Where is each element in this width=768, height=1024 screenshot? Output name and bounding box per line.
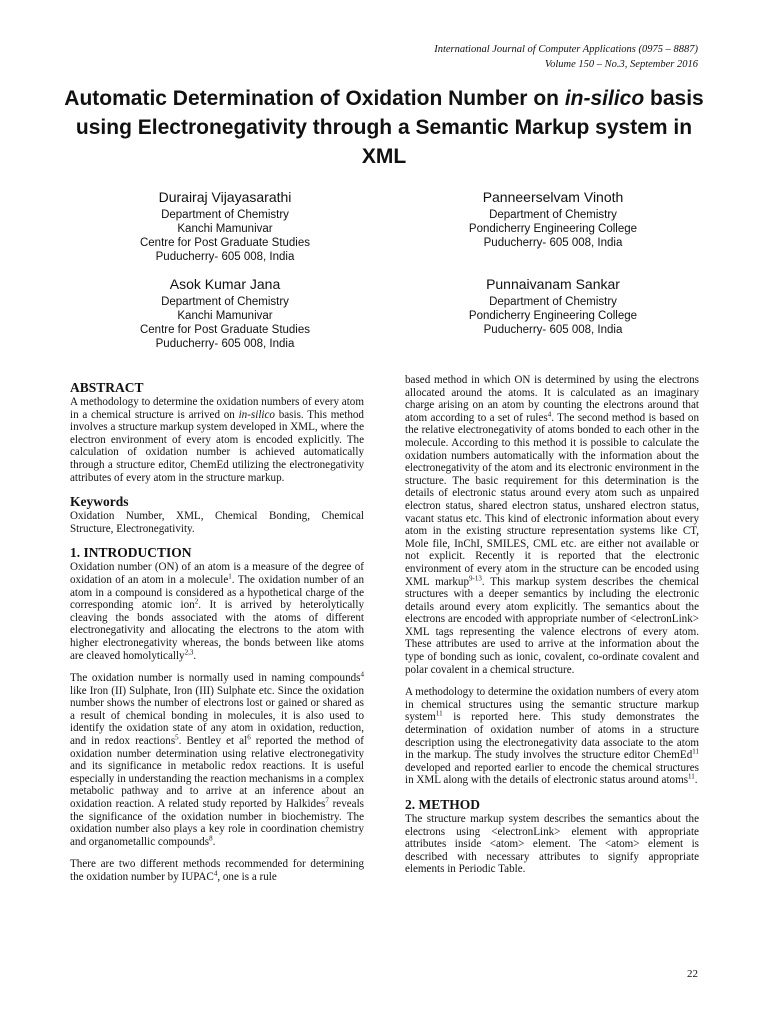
title-part1: Automatic Determination of Oxidation Number on [64, 87, 565, 110]
abstract-text-part: basis. This method involves a structure markup system developed in XML, where the electron environment of every atom is encoded explicitly. The calculation of oxidation number is achieved automatically through a structure editor, ChemEd utilizing the electronegativity attributes of every atom in the structure markup. [70, 408, 364, 484]
citation-superscript: 2,3 [184, 647, 194, 656]
paragraph-text: based method in which ON is determined by using the electrons allocated around the atoms. It is calculated as an imaginary charge arising on an atom by counting the electrons around that atom according to a set of rules [405, 374, 699, 424]
author-block-1 [80, 188, 370, 264]
paragraph-text: . The oxidation number of an atom in a compound is considered as a hypothetical charge of the corresponding atomic ion [70, 573, 364, 612]
paragraph-text: . This markup system describes the chemical structures with a deeper semantics by including the electronic details around every atom explicitly. The semantics about the electrons are encoded with appropriate number of <electronLink> XML tags representing the valence electrons of every atom. These attributes are used to arrive at the information about the type of bonding such as ionic, covalent, co-ordinate covalent and polar covalent in a chemical structure. [405, 575, 699, 676]
intro-paragraph-2 [70, 672, 364, 848]
author-affiliation-line: Department of Chemistry [161, 296, 289, 308]
citation-superscript: 5 [175, 733, 179, 742]
abstract-text [70, 396, 364, 484]
citation-superscript: 4 [360, 670, 364, 679]
author-affiliation-line: Department of Chemistry [489, 296, 617, 308]
right-column [405, 374, 699, 886]
paragraph-text: There are two different methods recommended for determining the oxidation number by IUPAC [70, 858, 364, 883]
citation-superscript: 4 [213, 869, 218, 878]
paragraph-text: developed and reported earlier to encode the chemical structures in XML along with the details of electronic status around atoms [405, 761, 699, 787]
paragraph-text: like Iron (II) Sulphate, Iron (III) Sulphate etc. Since the oxidation number shows the number of electrons lost or gained or shared as a result of chemical bonding in molecules, it is also used to identify the oxidation state of any atom in oxidation, reduction, and in redox reactions [70, 684, 364, 748]
introduction-heading: 1. INTRODUCTION [70, 545, 192, 561]
title-italic: in-silico [564, 87, 645, 110]
paragraph-text: . The second method is based on the relative electronegativity of atoms bonded to each other in the molecule. According to this method it is possible to calculate the oxidation numbers automatically with the information about the electronegativity of the atom and its electronic environment in the structure. The basic requirement for this determination is the details of electronic status around every atom such as unpaired electron status, shared electron status, unshared electron status, vacant status etc. This kind of electronic information about every atom in the existing structure representation systems like CT, Mole file, InChI, SMILES, CML etc. are either not available or not explicit. Recently it is reported that the electronic environment of every atom in the structure can be encoded using XML markup [405, 411, 699, 588]
author-affiliation-line: Puducherry- 605 008, India [155, 338, 295, 350]
intro-paragraph-4 [405, 374, 699, 676]
paragraph-text: Oxidation number (ON) of an atom is a measure of the degree of oxidation of an atom in a molecule [70, 561, 364, 586]
abstract-heading: ABSTRACT [70, 380, 144, 395]
author-affiliation-line: Kanchi Mamunivar [177, 310, 273, 322]
paragraph-text: The oxidation number is normally used in naming compounds [70, 672, 361, 685]
paragraph-text: . It is arrived by heterolytically cleaving the bonds associated with the atoms of different electronegativity and allocating the electrons to the atom with higher electronegativity whereas, the bonds between like atoms are cleaved homolytically [70, 599, 364, 662]
author-affiliation-line: Department of Chemistry [489, 209, 617, 221]
citation-superscript: 1 [228, 572, 232, 581]
paragraph-text: . [193, 649, 197, 662]
intro-paragraph-1 [70, 561, 364, 662]
title-part2: basis using Electronegativity through a Semantic Markup system in XML [75, 87, 704, 168]
author-affiliation-line: Puducherry- 605 008, India [155, 251, 295, 263]
page-number: 22 [687, 968, 698, 980]
citation-superscript: 6 [247, 733, 251, 742]
abstract-text-italic: in-silico [238, 408, 275, 421]
author-block-4 [408, 275, 698, 337]
author-block-2 [408, 188, 698, 250]
citation-superscript: 9-13 [469, 573, 482, 582]
keywords-text: Oxidation Number, XML, Chemical Bonding, Chemical Structure, Electronegativity. [70, 510, 364, 535]
author-affiliation-line: Pondicherry Engineering College [468, 223, 638, 235]
intro-paragraph-3 [70, 858, 364, 883]
paragraph-text: reported the method of oxidation number determination using relative electronegativity and its significance in metabolic redox reactions. It is useful especially in understanding the reaction mechanisms in a complex metabolic pathway and to arrive at an inference about an oxidation reaction. A related study reported by Halkides [70, 735, 364, 811]
citation-superscript: 11 [688, 772, 695, 781]
paper-title [60, 84, 708, 171]
journal-header [434, 42, 698, 72]
paragraph-text: reveals the significance of the oxidation number in biochemistry. The oxidation number also plays a key role in coordination chemistry and organometallic compounds [70, 798, 364, 848]
paragraph-text: . Bentley et al [178, 735, 248, 748]
author-affiliation-line: Kanchi Mamunivar [177, 223, 273, 235]
citation-superscript: 11 [692, 747, 699, 756]
paragraph-text: is reported here. This study demonstrates the determination of oxidation number of atoms in a structure description using the electronegativity data associate to the atom in the markup. The study involves the structure editor ChemEd [405, 711, 699, 762]
method-paragraph: The structure markup system describes the semantics about the electrons using <electronLink> element with appropriate attributes inside <atom> element. The <atom> element is described with necessary attributes to signify appropriate elements in Periodic Table. [405, 813, 699, 876]
intro-paragraph-5 [405, 686, 699, 787]
author-affiliation-line: Pondicherry Engineering College [468, 310, 638, 322]
journal-name: International Journal of Computer Applications (0975 – 8887) [434, 44, 698, 55]
author-affiliation-line: Department of Chemistry [161, 209, 289, 221]
citation-superscript: 11 [435, 709, 443, 718]
paragraph-text: . [694, 774, 698, 787]
paragraph-text: , one is a rule [217, 871, 277, 883]
journal-volume: Volume 150 – No.3, September 2016 [544, 59, 698, 70]
paragraph-text: . [212, 835, 216, 848]
method-heading: 2. METHOD [405, 797, 481, 812]
author-name: Asok Kumar Jana [169, 276, 281, 292]
author-affiliation-line: Puducherry- 605 008, India [483, 237, 623, 249]
citation-superscript: 8 [209, 834, 213, 843]
author-name: Panneerselvam Vinoth [482, 189, 624, 205]
keywords-heading: Keywords [70, 494, 129, 510]
citation-superscript: 7 [325, 796, 329, 805]
abstract-text-part: A methodology to determine the oxidation numbers of every atom in a chemical structure is arrived on [70, 396, 364, 421]
author-name: Durairaj Vijayasarathi [158, 189, 292, 205]
author-affiliation-line: Centre for Post Graduate Studies [139, 324, 311, 336]
author-block-3 [80, 275, 370, 351]
left-column [70, 374, 364, 894]
author-affiliation-line: Puducherry- 605 008, India [483, 324, 623, 336]
citation-superscript: 4 [547, 410, 552, 419]
citation-superscript: 2 [194, 597, 199, 606]
author-name: Punnaivanam Sankar [486, 276, 620, 292]
paragraph-text: A methodology to determine the oxidation numbers of every atom in chemical structures using the semantic structure markup system [405, 686, 699, 724]
author-affiliation-line: Centre for Post Graduate Studies [139, 237, 311, 249]
